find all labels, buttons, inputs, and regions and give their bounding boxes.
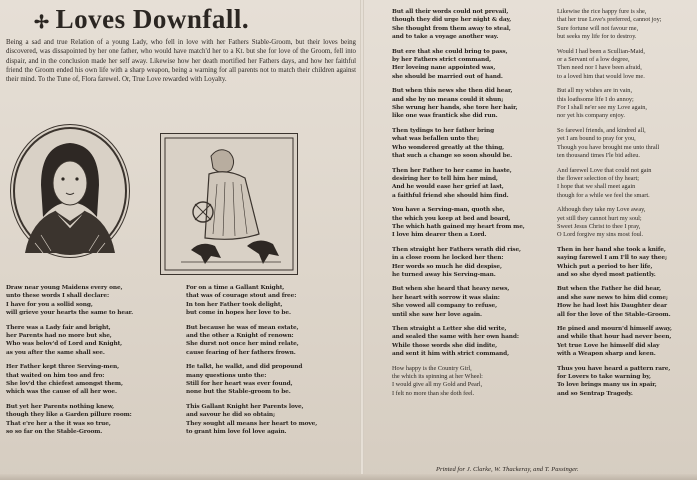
verse-line: and so Sentrap Tragedy. (557, 390, 633, 397)
stanza (392, 87, 552, 121)
verse-line: and sent it him with strict command, (392, 351, 510, 358)
ornament-cross-icon: ✢ (34, 12, 50, 32)
verse-line: she should be married out of hand. (392, 73, 503, 80)
verse-line: by her Fathers strict command, (392, 57, 492, 64)
verse-line: I have for you a sollid song, (6, 301, 93, 308)
verse-line: The which hath gained my heart from me, (392, 223, 525, 230)
verse-column-3 (392, 8, 552, 404)
verse-line: How happy is the Country Girl, (392, 364, 472, 372)
verse-line: he turned away his Serving-man. (392, 271, 496, 278)
verse-line: ten thousand times I'le bid adieu. (557, 152, 640, 160)
verse-line: Although they take my Love away, (557, 206, 646, 214)
stanza (186, 284, 362, 318)
verse-line: in a close room he locked her then: (392, 255, 504, 262)
verse-line: She wrung her hands, she tore her hair, (392, 105, 518, 112)
title-text: Loves Downfall. (55, 4, 250, 34)
intro-paragraph: Being a sad and true Relation of a young Lady, who fell in love with her Fathers Stable-Groom, but their loves being discovered, was dissapointed by her one father, who would have match'd her to a Kt. but she for love of the Groom, fell into dispair, and in the conclusion made her self away. Likewise how her death mortified her Fathers days, and how her faithful friend the Groom ended his own life with a sharp weapon, being a warning for all parents not to match their children against their mind. To the Tune of, Flora farewel. Or, True Love rewarded with Loyalty. (6, 39, 356, 84)
verse-line: Who wondered greatly at the thing, (392, 144, 505, 151)
stanza (557, 48, 697, 82)
verse-line: and she saw news to him did come; (557, 294, 668, 301)
verse-line: I felt no more than she doth feel. (392, 389, 475, 397)
verse-line: that waited on him too and fro: (6, 372, 105, 379)
verse-line: And he would ease her grief at last, (392, 184, 504, 191)
verse-line: the which you keep at bed and board, (392, 215, 511, 222)
verse-line: Likewise the rice happy fure is she, (557, 8, 647, 15)
stanza (6, 284, 182, 318)
verse-line: This Gallant Knight her Parents love, (186, 403, 304, 410)
verse-line: In ton her Father took delight, (186, 301, 283, 308)
verse-line: to a loved him that would love me. (557, 72, 645, 80)
verse-line: For on a time a Gallant Knight, (186, 285, 285, 291)
verse-line: I love him dearer then a Lord. (392, 232, 487, 239)
verse-line: I would give all my Gold and Pearl, (392, 381, 483, 389)
verse-line: Sweet Jesus Christ to thee I pray, (557, 222, 641, 230)
verse-line: like one was frantick she did run. (392, 113, 498, 120)
stanza (557, 8, 697, 42)
verse-line: and while that hour had never been, (557, 334, 672, 341)
bottom-edge (0, 474, 697, 480)
verse-line: but come in hopes her love to be. (186, 310, 291, 317)
verse-line: cause fearing of her fathers frown. (186, 349, 296, 356)
stanza (6, 403, 182, 437)
verse-line: So farewel friends, and kindred all, (557, 126, 646, 134)
verse-line: She durst not once her mind relate, (186, 341, 299, 348)
verse-line: this loathsome life I do annoy; (557, 95, 634, 103)
verse-line: though for a while we feel the smart. (557, 191, 650, 199)
verse-line: And farewel Love that could not gain (557, 166, 652, 174)
verse-line: He pined and mourn'd himself away, (557, 326, 672, 332)
verse-column-4 (557, 8, 697, 404)
stanza (557, 325, 697, 359)
verse-line: unto these words I shall declare: (6, 293, 109, 300)
stanza (392, 8, 552, 42)
stanza (557, 87, 697, 121)
stanza (392, 365, 552, 399)
verse-column-1 (6, 284, 182, 443)
verse-line: But all their words could not prevail, (392, 9, 509, 15)
verse-line: to grant him love fol love again. (186, 429, 287, 436)
verse-line: Her Father kept three Serving-men, (6, 364, 120, 371)
verse-line: though they did urge her night & day, (392, 17, 512, 24)
verse-line: until she saw her love again. (392, 311, 482, 318)
verse-line: yet I am bound to pray for you, (557, 135, 636, 143)
stanza (557, 246, 697, 280)
verse-line: saying farewel I am I'll to say thee; (557, 255, 667, 262)
verse-line: There was a Lady fair and bright, (6, 324, 111, 331)
verse-line: Then her Father to her came in haste, (392, 167, 512, 174)
stanza (557, 127, 697, 161)
verse-line: a faithful friend she should him find. (392, 192, 509, 199)
verse-line: that such a change so soon should be. (392, 153, 513, 160)
verse-line: Who was belov'd of Lord and Knight, (6, 341, 123, 348)
verse-line: and she by no means could it shun; (392, 96, 504, 103)
verse-line: Draw near young Maidens every one, (6, 285, 123, 291)
verse-line: for Lovers to take warning by, (557, 374, 651, 381)
verse-line: Then straight a Letter she did write, (392, 326, 507, 332)
printer-imprint: Printed for J. Clarke, W. Thackeray, and T. Passinger. (436, 466, 579, 473)
verse-line: as you after the same shall see. (6, 349, 105, 356)
verse-line: nor yet his company enjoy. (557, 112, 625, 120)
verse-line: that was of courage stout and free: (186, 293, 297, 300)
stanza (392, 206, 552, 240)
verse-line: O Lord forgive my sins most foul. (557, 231, 644, 239)
verse-line: Still for her heart was ever found, (186, 381, 293, 388)
stanza (186, 403, 362, 437)
verse-line: so so far on the Stable-Groom. (6, 429, 103, 436)
stanza (6, 324, 182, 358)
verse-line: To love brings many us in spair, (557, 382, 657, 389)
verse-line: will grieve your hearts the same to hear. (6, 310, 134, 317)
stanza (557, 285, 697, 319)
verse-line: That e're her a the it was so true, (6, 420, 111, 427)
stanza (392, 325, 552, 359)
verse-line: Would I had been a Scullian-Maid, (557, 47, 645, 55)
verse-line: Which put a period to her life, (557, 263, 653, 270)
verse-line: none but the Stable-groom to be. (186, 389, 291, 396)
verse-line: Sure fortune will not favour me, (557, 24, 639, 32)
verse-line: Then straight her Fathers wrath did rise, (392, 246, 521, 253)
verse-line: desiring her to tell him her mind, (392, 175, 498, 182)
verse-line: But yet her Parents nothing knew, (6, 403, 115, 410)
verse-line: Though you have brought me unto thrall (557, 143, 660, 151)
stanza (6, 363, 182, 397)
verse-column-2 (186, 284, 362, 443)
verse-line: But when she heard that heavy news, (392, 286, 510, 293)
verse-line: How he had lost his Daughter dear (557, 303, 667, 310)
verse-line: which was the cause of all her woe. (6, 389, 117, 396)
verse-line: Thus you have heard a pattern rare, (557, 365, 671, 372)
verse-line: many questions unto the: (186, 372, 267, 379)
verse-line: the which its spinning at her Wheel: (392, 373, 483, 381)
verse-line: that her true Love's preferred, cannot joy; (557, 16, 662, 24)
stanza (186, 363, 362, 397)
stanza (392, 285, 552, 319)
verse-line: though they like a Garden pillure room: (6, 412, 132, 419)
verse-line: For I shall ne'er see my Love again, (557, 104, 647, 112)
verse-line: all for the love of the Stable-Groom. (557, 311, 671, 318)
verse-line: But because he was of mean estate, (186, 324, 299, 331)
verse-line: But when the Father he did hear, (557, 286, 662, 293)
verse-line: or a Servant of a low degree, (557, 56, 630, 64)
verse-line: the flower selection of thy heart; (557, 174, 640, 182)
verse-line: Then tydings to her father bring (392, 127, 495, 134)
verse-line: and savour he did so obtain; (186, 412, 276, 419)
verse-line: They sought all means her heart to move, (186, 420, 318, 427)
stanza (392, 48, 552, 82)
verse-line: She lov'd the chiefest amongst them, (6, 381, 123, 388)
verse-line: with a Weapon sharp and keen. (557, 351, 656, 358)
gentleman-with-dogs-icon (161, 134, 297, 274)
verse-line: her heart with sorrow it was slain: (392, 294, 500, 301)
verse-line: and sealed the same with her own hand: (392, 334, 519, 341)
verse-line: But ere that she could bring to pass, (392, 48, 508, 55)
stanza (186, 324, 362, 358)
verse-line: Her words so much he did despise, (392, 263, 502, 270)
verse-line: You have a Serving-man, quoth she, (392, 207, 505, 214)
verse-line: She vowed all company to refuse, (392, 303, 497, 310)
verse-line: and the other a Knight of renown: (186, 333, 294, 340)
page-title (34, 4, 249, 35)
woodcut-figure-image (160, 133, 298, 275)
verse-line: She thought from them away to steal, (392, 25, 511, 32)
verse-line: Then need nor I have been afraid, (557, 64, 642, 72)
verse-line: Her loveing nane appointed was, (392, 65, 496, 72)
verse-line: Then in her hand she took a knife, (557, 246, 666, 253)
stanza (392, 246, 552, 280)
verse-line: and to take a voyage another way. (392, 34, 499, 41)
verse-line: Yet true Love he himself did slay (557, 342, 660, 349)
verse-line: but seeks my life for to destroy. (557, 33, 637, 41)
verse-line: While those words she did indite, (392, 342, 498, 349)
verse-line: and so she dyed most patiently. (557, 271, 656, 278)
stanza (557, 206, 697, 240)
verse-line: But when this news she then did hear, (392, 88, 513, 95)
verse-line: yet still they cannot hurt my soul; (557, 214, 642, 222)
stanza (557, 167, 697, 201)
verse-line: But all my wishes are in vain, (557, 87, 633, 95)
stanza (392, 167, 552, 201)
verse-line: her Parents had no more but she, (6, 333, 112, 340)
verse-line: what was befallen unto the; (392, 136, 480, 143)
verse-line: I hope that we shall meet again (557, 183, 636, 191)
stanza (392, 127, 552, 161)
lady-portrait-icon (11, 125, 129, 257)
stanza (557, 365, 697, 399)
woodcut-portrait-image (10, 124, 130, 258)
verse-line: He talkt, he walkt, and did propound (186, 364, 303, 371)
